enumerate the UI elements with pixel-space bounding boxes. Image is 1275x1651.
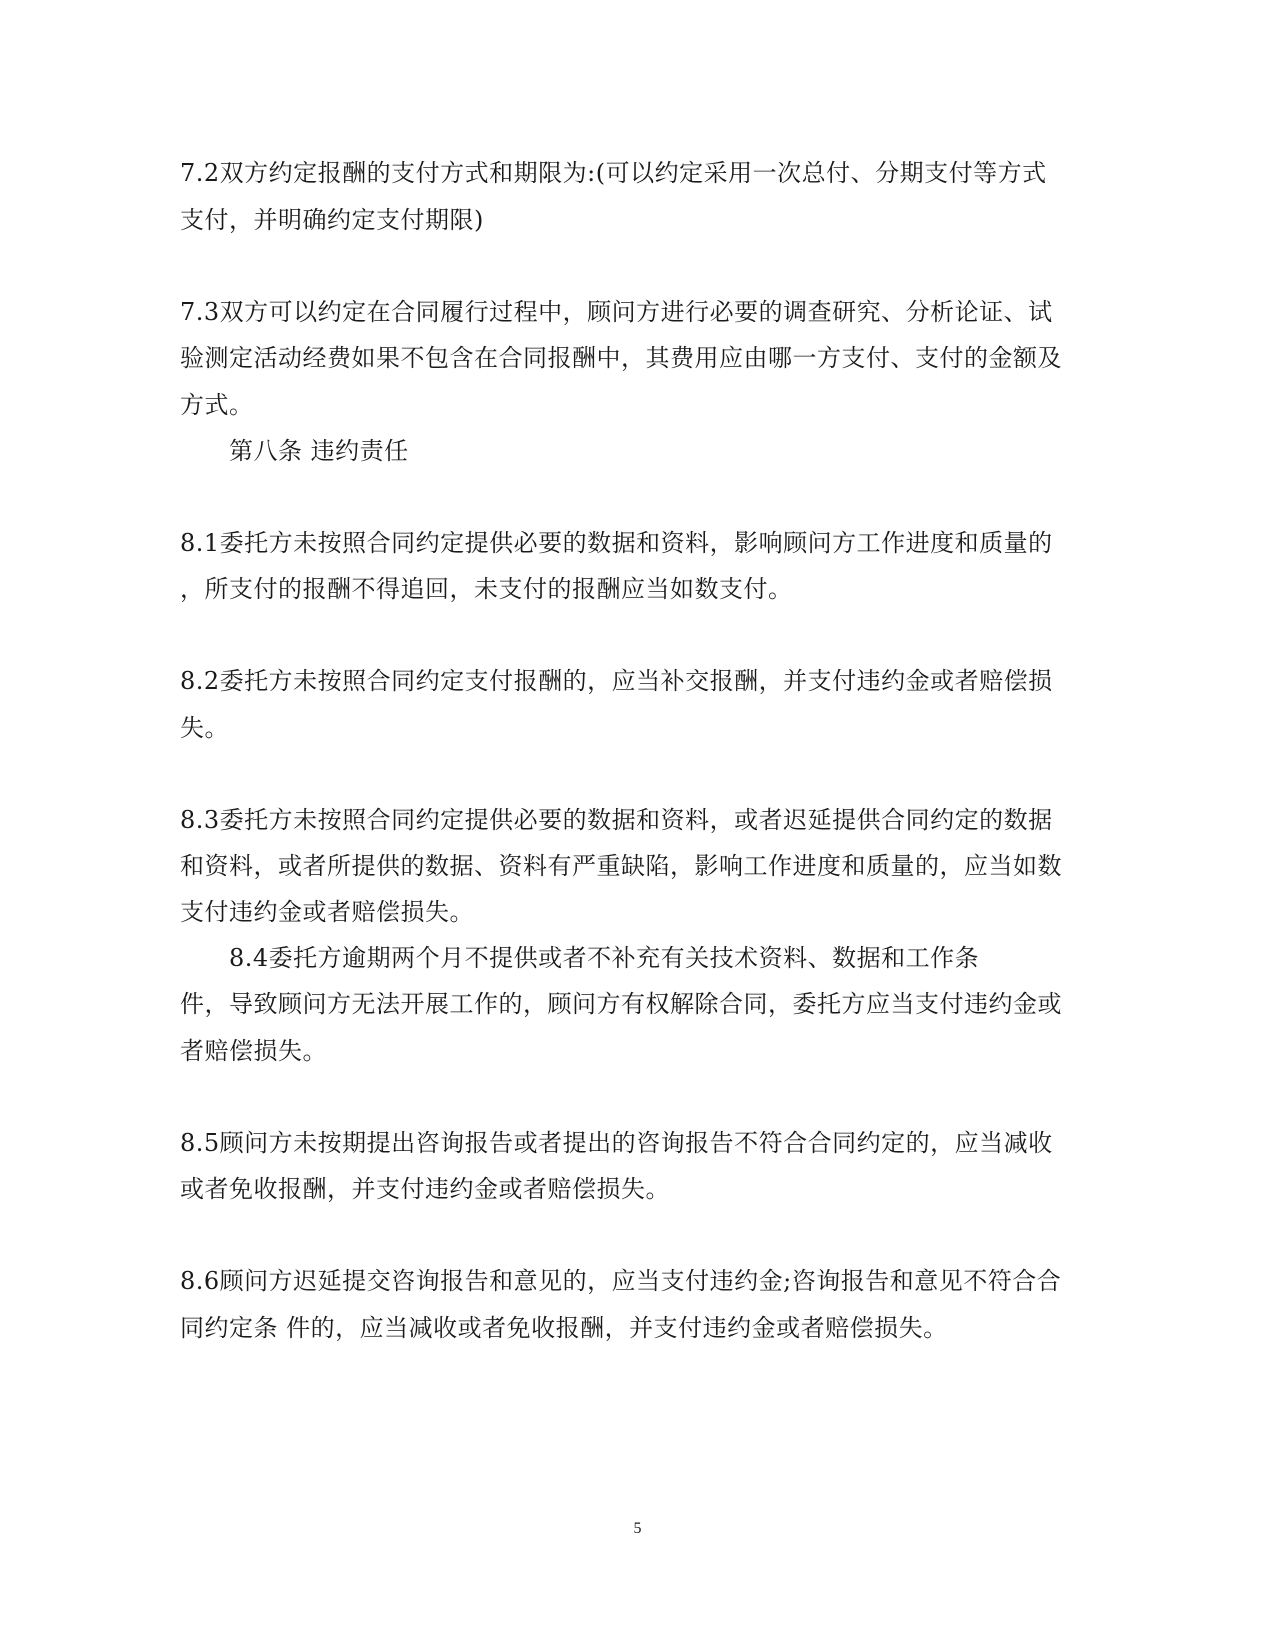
clause-7-3-line-3: 方式。 — [180, 391, 254, 419]
clause-8-4-line-3: 者赔偿损失。 — [180, 1037, 327, 1065]
clause-8-4-line-2: 件，导致顾问方无法开展工作的，顾问方有权解除合同，委托方应当支付违约金或 — [180, 990, 1062, 1018]
clause-8-2-line-1: 8.2委托方未按照合同约定支付报酬的，应当补交报酬，并支付违约金或者赔偿损 — [180, 667, 1053, 695]
clause-8-6-line-2: 同约定条 件的，应当减收或者免收报酬，并支付违约金或者赔偿损失。 — [180, 1314, 948, 1342]
clause-8-5-line-1: 8.5顾问方未按期提出咨询报告或者提出的咨询报告不符合合同约定的，应当减收 — [180, 1129, 1053, 1157]
clause-8-2-line-2: 失。 — [180, 714, 229, 742]
clause-7-2-line-2: 支付，并明确约定支付期限) — [180, 206, 484, 234]
clause-8-5-line-2: 或者免收报酬，并支付违约金或者赔偿损失。 — [180, 1175, 670, 1203]
clause-8-3-line-1: 8.3委托方未按照合同约定提供必要的数据和资料，或者迟延提供合同约定的数据 — [180, 806, 1053, 834]
clause-8-6-line-1: 8.6顾问方迟延提交咨询报告和意见的，应当支付违约金;咨询报告和意见不符合合 — [180, 1267, 1062, 1295]
clause-8-1-line-2: ，所支付的报酬不得追回，未支付的报酬应当如数支付。 — [180, 575, 793, 603]
section-heading-article-8: 第八条 违约责任 — [229, 437, 409, 465]
clause-7-3-line-1: 7.3双方可以约定在合同履行过程中，顾问方进行必要的调查研究、分析论证、试 — [180, 298, 1053, 326]
clause-7-2-line-1: 7.2双方约定报酬的支付方式和期限为:(可以约定采用一次总付、分期支付等方式 — [180, 159, 1047, 187]
clause-7-3-line-2: 验测定活动经费如果不包含在合同报酬中，其费用应由哪一方支付、支付的金额及 — [180, 344, 1062, 372]
clause-8-3-line-2: 和资料，或者所提供的数据、资料有严重缺陷，影响工作进度和质量的，应当如数 — [180, 852, 1062, 880]
clause-8-1-line-1: 8.1委托方未按照合同约定提供必要的数据和资料，影响顾问方工作进度和质量的 — [180, 529, 1053, 557]
clause-8-3-line-3: 支付违约金或者赔偿损失。 — [180, 898, 474, 926]
page-number: 5 — [633, 1520, 642, 1537]
clause-8-4-line-1: 8.4委托方逾期两个月不提供或者不补充有关技术资料、数据和工作条 — [229, 944, 980, 972]
